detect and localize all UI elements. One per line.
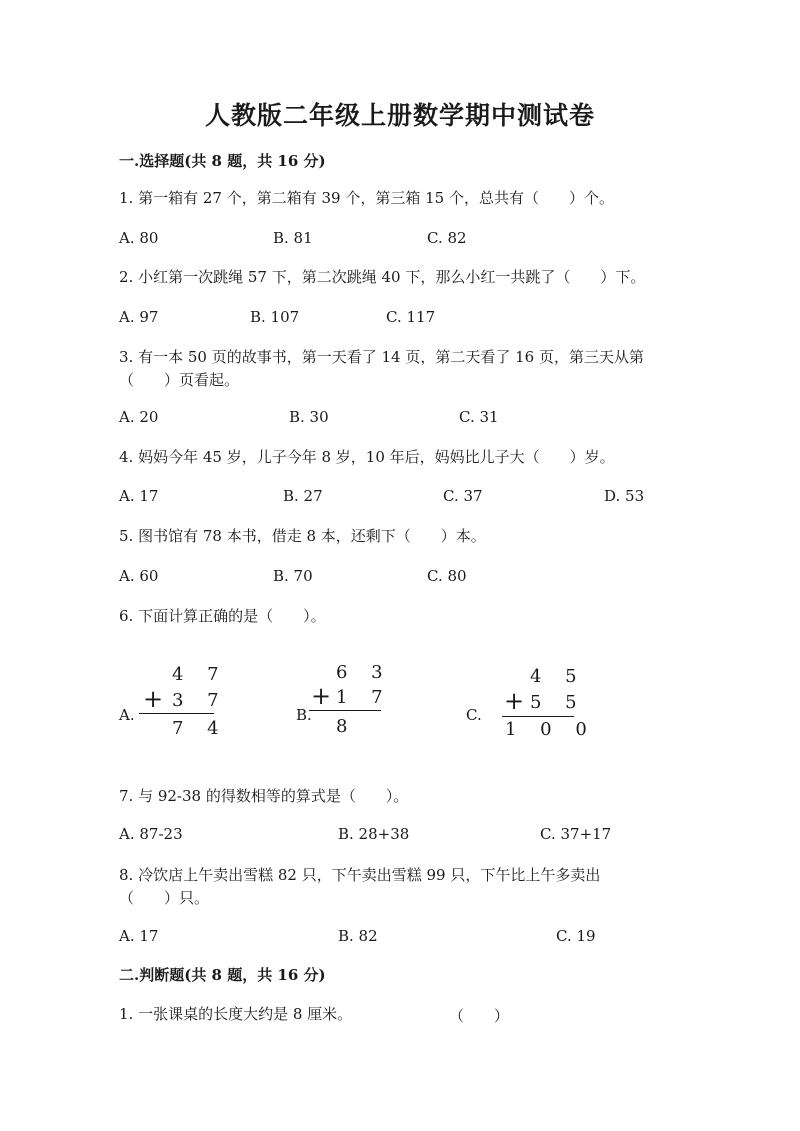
- calc-b-label: B.: [296, 706, 312, 724]
- option-4d: D. 53: [604, 487, 645, 505]
- vertical-calc-c: [466, 662, 596, 744]
- option-5c: C. 80: [427, 567, 467, 585]
- calc-b-plus: +: [311, 682, 332, 710]
- calc-a-top: 4 7: [172, 664, 228, 685]
- option-5a: A. 60: [119, 567, 159, 585]
- question-2: 2. 小红第一次跳绳 57 下，第二次跳绳 40 下，那么小红一共跳了（ ）下。: [119, 268, 646, 286]
- option-1a: A. 80: [119, 229, 159, 247]
- calc-a-label: A.: [119, 706, 135, 724]
- question-4: 4. 妈妈今年 45 岁，儿子今年 8 岁，10 年后，妈妈比儿子大（ ）岁。: [119, 448, 615, 466]
- option-1b: B. 81: [273, 229, 313, 247]
- calc-b-top: 6 3: [336, 662, 392, 683]
- option-7c: C. 37+17: [540, 825, 612, 843]
- question-6: 6. 下面计算正确的是（ ）。: [119, 607, 326, 625]
- option-3c: C. 31: [459, 408, 499, 426]
- option-4c: C. 37: [443, 487, 483, 505]
- section-heading-judgement: 二.判断题(共 8 题，共 16 分): [119, 966, 326, 984]
- question-8-line2: （ ）只。: [119, 889, 210, 907]
- option-2c: C. 117: [386, 308, 436, 326]
- calc-b-bottom: 1 7: [336, 687, 392, 708]
- option-7b: B. 28+38: [338, 825, 410, 843]
- calc-c-rule: [502, 716, 574, 717]
- calc-c-result: 1 0 0: [505, 719, 596, 740]
- option-2b: B. 107: [250, 308, 300, 326]
- option-8a: A. 17: [119, 927, 159, 945]
- option-8b: B. 82: [338, 927, 378, 945]
- calc-a-rule: [139, 713, 214, 714]
- question-8: 8. 冷饮店上午卖出雪糕 82 只，下午卖出雪糕 99 只，下午比上午多卖出: [119, 866, 601, 884]
- option-5b: B. 70: [273, 567, 313, 585]
- calc-a-result: 7 4: [172, 718, 228, 739]
- question-3: 3. 有一本 50 页的故事书，第一天看了 14 页，第二天看了 16 页，第三天从第: [119, 348, 644, 366]
- judgement-1: 1. 一张课桌的长度大约是 8 厘米。: [119, 1005, 353, 1023]
- option-4a: A. 17: [119, 487, 159, 505]
- vertical-calc-b: [296, 660, 406, 742]
- option-7a: A. 87-23: [119, 825, 183, 843]
- question-5: 5. 图书馆有 78 本书，借走 8 本，还剩下（ ）本。: [119, 527, 486, 545]
- option-3b: B. 30: [289, 408, 329, 426]
- calc-b-result: 8: [336, 716, 357, 737]
- calc-a-bottom: 3 7: [172, 690, 228, 711]
- vertical-calc-a: [119, 660, 229, 742]
- calc-c-label: C.: [466, 706, 482, 724]
- option-8c: C. 19: [556, 927, 596, 945]
- question-7: 7. 与 92-38 的得数相等的算式是（ ）。: [119, 787, 409, 805]
- calc-c-bottom: 5 5: [530, 692, 586, 713]
- option-4b: B. 27: [283, 487, 323, 505]
- question-1: 1. 第一箱有 27 个，第二箱有 39 个，第三箱 15 个，总共有（ ）个。: [119, 189, 614, 207]
- judgement-1-blank: （ ）: [449, 1007, 510, 1025]
- option-3a: A. 20: [119, 408, 159, 426]
- section-heading-choice: 一.选择题(共 8 题，共 16 分): [119, 152, 326, 170]
- page-title: 人教版二年级上册数学期中测试卷: [204, 101, 595, 130]
- calc-a-plus: +: [143, 685, 164, 713]
- question-3-line2: （ ）页看起。: [119, 371, 240, 389]
- calc-c-plus: +: [504, 687, 525, 715]
- option-1c: C. 82: [427, 229, 467, 247]
- calc-b-rule: [309, 710, 381, 711]
- calc-c-top: 4 5: [530, 666, 586, 687]
- option-2a: A. 97: [119, 308, 159, 326]
